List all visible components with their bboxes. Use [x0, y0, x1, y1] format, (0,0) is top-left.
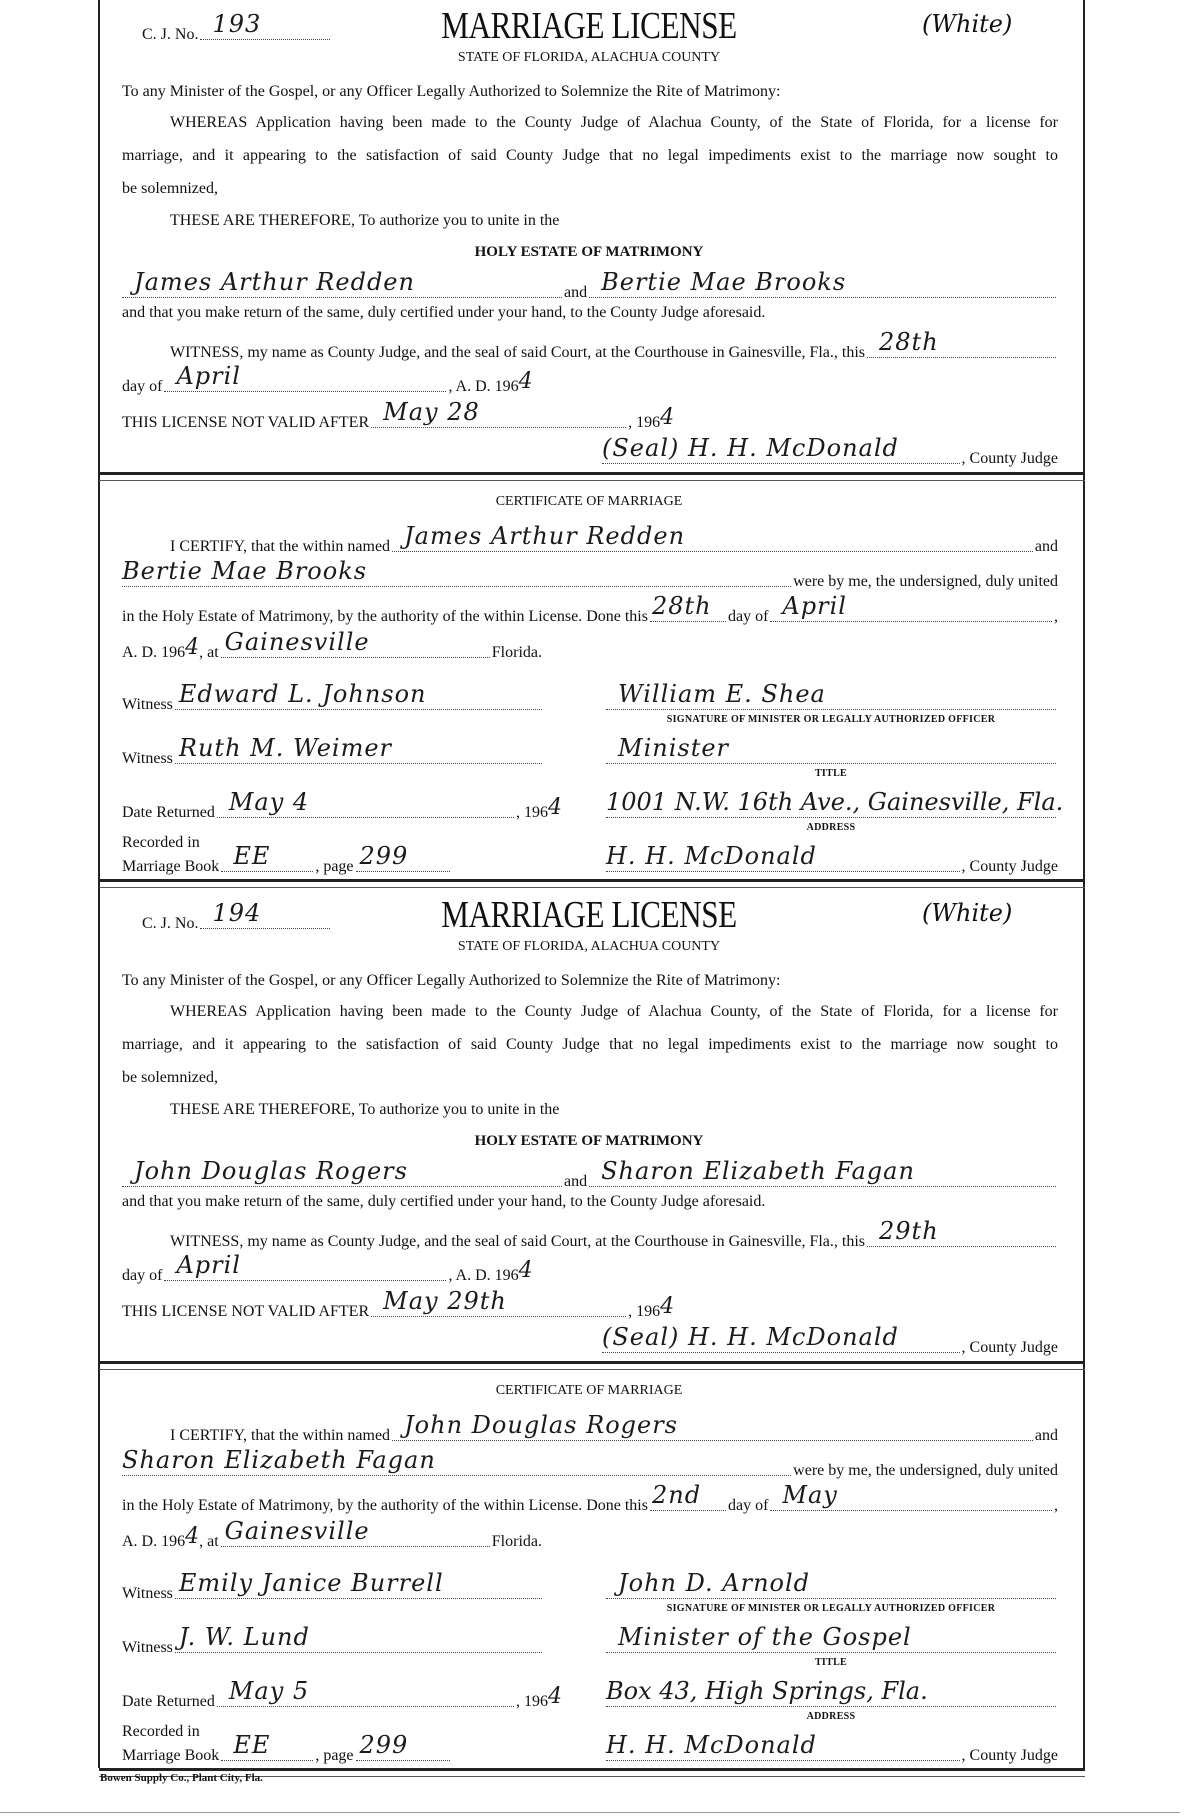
- license-month-field: [164, 362, 446, 392]
- done-month: May: [782, 1481, 838, 1509]
- done-year-digit: 4: [185, 635, 200, 660]
- witness-2-field: [175, 1623, 542, 1653]
- recorder-row: [604, 1731, 1058, 1765]
- section-divider: [99, 879, 1085, 888]
- day-of-label: day of: [122, 378, 163, 395]
- date-returned-label: Date Returned: [122, 804, 215, 821]
- return-line: and that you make return of the same, duly certified under your hand, to the County Judge aforesaid.: [122, 1193, 766, 1210]
- race-note: (White): [922, 899, 1013, 927]
- expiry-field: [371, 1287, 626, 1317]
- page-field: [356, 842, 450, 872]
- section-divider: [99, 1361, 1085, 1370]
- witness-1-field: [175, 680, 542, 710]
- witness-judge-text: WITNESS, my name as County Judge, and the seal of said Court, at the Courthouse in Gainesville, Fla., this: [170, 1233, 866, 1250]
- county-judge-label: , County Judge: [961, 1339, 1058, 1356]
- license-year-digit: 4: [518, 369, 533, 394]
- page-label: , page: [315, 858, 354, 875]
- county-judge-label: , County Judge: [961, 1747, 1058, 1764]
- witness-judge-row: [170, 1217, 1058, 1251]
- and-label: and: [564, 1173, 588, 1190]
- page-number: 299: [359, 842, 409, 870]
- section-divider: [99, 472, 1085, 481]
- book: EE: [233, 842, 271, 870]
- united-label: were by me, the undersigned, duly united: [793, 1462, 1058, 1479]
- and-label: and: [1034, 538, 1058, 555]
- county-judge-label: , County Judge: [961, 858, 1058, 875]
- day-of-row: [122, 362, 722, 396]
- date-returned-field: [217, 788, 514, 818]
- place-row: [122, 628, 542, 662]
- ad-prefix: A. D. 196: [122, 1533, 186, 1550]
- race-note: (White): [922, 10, 1013, 38]
- cert-groom-field: [392, 522, 1033, 552]
- recorded-in-label: Recorded in: [122, 1723, 200, 1740]
- ad-label: , A. D. 196: [448, 378, 519, 395]
- address-caption: ADDRESS: [806, 1711, 856, 1722]
- cert-groom-name: John Douglas Rogers: [404, 1411, 678, 1439]
- place: Gainesville: [224, 628, 370, 656]
- day-of-label: day of: [727, 1497, 769, 1514]
- cj-number-label: C. J. No.: [142, 26, 199, 43]
- marriage-license-1: [0, 0, 1200, 889]
- judge-signature-field: [602, 434, 960, 464]
- expiry-year-digit: 4: [660, 405, 675, 430]
- ad-prefix: A. D. 196: [122, 644, 186, 661]
- witness-2-field: [175, 734, 542, 764]
- certify-label: I CERTIFY, that the within named: [170, 1427, 391, 1444]
- expiry-year-digit: 4: [660, 1294, 675, 1319]
- day-of-label: day of: [122, 1267, 163, 1284]
- bride-name: Bertie Mae Brooks: [601, 268, 847, 296]
- florida-label: Florida.: [491, 1533, 542, 1550]
- officer-address-row: [604, 788, 1064, 822]
- cj-number-field: [200, 10, 330, 40]
- license-day-field: [867, 328, 1056, 358]
- officer-title-field: [606, 734, 1056, 764]
- recorder-signature-field: [606, 1731, 960, 1761]
- date-returned: May 4: [228, 788, 310, 816]
- witness-2-row: [122, 1623, 544, 1657]
- and-label: and: [1034, 1427, 1058, 1444]
- certify-row: [170, 522, 1058, 556]
- license-title: MARRIAGE LICENSE: [441, 894, 737, 936]
- done-row: [122, 592, 1058, 626]
- authority-label: in the Holy Estate of Matrimony, by the authority of the within License. Done this: [122, 608, 648, 625]
- whereas-line-3: be solemnized,: [122, 180, 218, 197]
- not-valid-label: THIS LICENSE NOT VALID AFTER: [122, 1303, 370, 1320]
- witness-label: Witness: [122, 750, 173, 767]
- witness-label: Witness: [122, 696, 173, 713]
- judge-signature: (Seal) H. H. McDonald: [602, 1323, 899, 1351]
- done-day-field: [650, 1481, 726, 1511]
- expiry-field: [371, 398, 626, 428]
- expiry-year-label: , 196: [628, 1303, 661, 1320]
- cj-number-row: [142, 899, 332, 933]
- officer-title-field: [606, 1623, 1056, 1653]
- cj-number-label: C. J. No.: [142, 915, 199, 932]
- bride-field: [589, 1157, 1056, 1187]
- names-row: [122, 1157, 1058, 1191]
- witness-1: Edward L. Johnson: [178, 680, 427, 708]
- book-field: [221, 1731, 313, 1761]
- done-year-digit: 4: [185, 1524, 200, 1549]
- cert-groom-name: James Arthur Redden: [404, 522, 686, 550]
- whereas-line-2: marriage, and it appearing to the satisfaction of said County Judge that no legal impediments exist to the marriage now sought to: [122, 147, 1058, 164]
- license-day-field: [867, 1217, 1056, 1247]
- day-of-label: day of: [727, 608, 769, 625]
- officer-title: Minister: [618, 734, 730, 762]
- groom-name: James Arthur Redden: [134, 268, 415, 296]
- ad-label: , A. D. 196: [448, 1267, 519, 1284]
- county-judge-row: [600, 1323, 1058, 1357]
- whereas-line-1: WHEREAS Application having been made to the County Judge of Alachua County, of the State of Florida, for a license for: [170, 114, 1058, 131]
- cert-groom-field: [392, 1411, 1033, 1441]
- officer-signature-row: [604, 680, 1058, 714]
- comma: ,: [1054, 608, 1058, 625]
- united-label: were by me, the undersigned, duly united: [793, 573, 1058, 590]
- county-judge-row: [600, 434, 1058, 468]
- date-returned-row: [122, 788, 562, 822]
- witness-label: Witness: [122, 1585, 173, 1602]
- place-field: [221, 628, 490, 658]
- witness-2: Ruth M. Weimer: [178, 734, 393, 762]
- done-month: April: [782, 592, 847, 620]
- place: Gainesville: [224, 1517, 370, 1545]
- officer-address: Box 43, High Springs, Fla.: [606, 1677, 928, 1705]
- united-row: [122, 1446, 1058, 1480]
- done-month-field: [770, 1481, 1052, 1511]
- certify-row: [170, 1411, 1058, 1445]
- cj-number-field: [200, 899, 330, 929]
- printer-imprint: Bowen Supply Co., Plant City, Fla.: [100, 1772, 263, 1784]
- officer-title-row: [604, 1623, 1058, 1657]
- holy-estate-heading: HOLY ESTATE OF MATRIMONY: [474, 1133, 704, 1149]
- recorder-signature-field: [606, 842, 960, 872]
- certify-label: I CERTIFY, that the within named: [170, 538, 391, 555]
- cert-bride-field: [122, 1446, 791, 1476]
- license-month: April: [176, 1251, 241, 1279]
- date-returned: May 5: [228, 1677, 310, 1705]
- witness-judge-text: WITNESS, my name as County Judge, and the seal of said Court, at the Courthouse in Gainesville, Fla., this: [170, 344, 866, 361]
- witness-1-row: [122, 1569, 544, 1603]
- date-returned-row: [122, 1677, 562, 1711]
- whereas-line-1: WHEREAS Application having been made to the County Judge of Alachua County, of the State of Florida, for a license for: [170, 1003, 1058, 1020]
- done-row: [122, 1481, 1058, 1515]
- license-year-digit: 4: [518, 1258, 533, 1283]
- not-valid-label: THIS LICENSE NOT VALID AFTER: [122, 414, 370, 431]
- date-returned-field: [217, 1677, 514, 1707]
- marriage-book-label: Marriage Book: [122, 858, 220, 875]
- done-day: 2nd: [651, 1481, 702, 1509]
- expiry-year-label: , 196: [628, 414, 661, 431]
- done-day: 28th: [651, 592, 712, 620]
- officer-address-field: [606, 788, 1064, 818]
- license-month: April: [176, 362, 241, 390]
- certificate-title: CERTIFICATE OF MARRIAGE: [495, 494, 683, 509]
- page-label: , page: [315, 1747, 354, 1764]
- bride-name: Sharon Elizabeth Fagan: [601, 1157, 915, 1185]
- signature-caption: SIGNATURE OF MINISTER OR LEGALLY AUTHORIZED OFFICER: [666, 1603, 996, 1614]
- florida-label: Florida.: [491, 644, 542, 661]
- witness-2-row: [122, 734, 544, 768]
- title-caption: TITLE: [814, 768, 848, 779]
- returned-year-digit: 4: [548, 1684, 562, 1709]
- judge-signature: (Seal) H. H. McDonald: [602, 434, 899, 462]
- whereas-line-3: be solemnized,: [122, 1069, 218, 1086]
- book: EE: [233, 1731, 271, 1759]
- judge-signature-field: [602, 1323, 960, 1353]
- recorder-signature: H. H. McDonald: [606, 1731, 817, 1759]
- expiry-date: May 29th: [383, 1287, 507, 1315]
- address-caption: ADDRESS: [806, 822, 856, 833]
- recorder-signature: H. H. McDonald: [606, 842, 817, 870]
- returned-year-label: , 196: [516, 1693, 548, 1710]
- signature-caption: SIGNATURE OF MINISTER OR LEGALLY AUTHORIZED OFFICER: [666, 714, 996, 725]
- cj-number-value: 194: [212, 899, 262, 927]
- cj-number-row: [142, 10, 332, 44]
- witness-1-field: [175, 1569, 542, 1599]
- recorded-in-label: Recorded in: [122, 834, 200, 851]
- county-judge-label: , County Judge: [961, 450, 1058, 467]
- united-row: [122, 557, 1058, 591]
- names-row: [122, 268, 1058, 302]
- license-subtitle: STATE OF FLORIDA, ALACHUA COUNTY: [457, 50, 721, 65]
- officer-signature: William E. Shea: [618, 680, 826, 708]
- authority-label: in the Holy Estate of Matrimony, by the authority of the within License. Done this: [122, 1497, 648, 1514]
- witness-label: Witness: [122, 1639, 173, 1656]
- witness-2: J. W. Lund: [178, 1623, 310, 1651]
- cert-bride-name: Sharon Elizabeth Fagan: [122, 1446, 436, 1474]
- license-title: MARRIAGE LICENSE: [441, 5, 737, 47]
- officer-signature-row: [604, 1569, 1058, 1603]
- license-month-field: [164, 1251, 446, 1281]
- license-subtitle: STATE OF FLORIDA, ALACHUA COUNTY: [457, 939, 721, 954]
- title-caption: TITLE: [814, 1657, 848, 1668]
- book-field: [221, 842, 313, 872]
- comma: ,: [1054, 1497, 1058, 1514]
- cj-number-value: 193: [212, 10, 262, 38]
- officer-signature: John D. Arnold: [618, 1569, 811, 1597]
- done-day-field: [650, 592, 726, 622]
- page-field: [356, 1731, 450, 1761]
- officer-address-field: [606, 1677, 1056, 1707]
- groom-name: John Douglas Rogers: [134, 1157, 408, 1185]
- marriage-license-2: [0, 889, 1200, 1778]
- therefore-line: THESE ARE THEREFORE, To authorize you to unite in the: [170, 1101, 560, 1118]
- officer-signature-field: [606, 680, 1056, 710]
- return-line: and that you make return of the same, duly certified under your hand, to the County Judge aforesaid.: [122, 304, 766, 321]
- expiry-date: May 28: [383, 398, 480, 426]
- marriage-book-label: Marriage Book: [122, 1747, 220, 1764]
- groom-field: [122, 1157, 562, 1187]
- whereas-line-2: marriage, and it appearing to the satisfaction of said County Judge that no legal impediments exist to the marriage now sought to: [122, 1036, 1058, 1053]
- address-line: To any Minister of the Gospel, or any Officer Legally Authorized to Solemnize the Rite of Matrimony:: [122, 83, 781, 100]
- officer-signature-field: [606, 1569, 1056, 1599]
- returned-year-label: , 196: [516, 804, 548, 821]
- officer-address: 1001 N.W. 16th Ave., Gainesville, Fla.: [606, 788, 1064, 816]
- at-label: , at: [199, 1533, 219, 1550]
- groom-field: [122, 268, 562, 298]
- officer-address-row: [604, 1677, 1058, 1711]
- page-bottom-edge: [0, 1812, 1180, 1813]
- and-label: and: [564, 284, 588, 301]
- done-month-field: [770, 592, 1052, 622]
- witness-judge-row: [170, 328, 1058, 362]
- officer-title-row: [604, 734, 1058, 768]
- license-day: 28th: [879, 328, 939, 356]
- therefore-line: THESE ARE THEREFORE, To authorize you to unite in the: [170, 212, 560, 229]
- cert-bride-field: [122, 557, 791, 587]
- recorder-row: [604, 842, 1058, 876]
- at-label: , at: [199, 644, 219, 661]
- not-valid-row: [122, 398, 822, 432]
- page-number: 299: [359, 1731, 409, 1759]
- license-day: 29th: [879, 1217, 939, 1245]
- certificate-title: CERTIFICATE OF MARRIAGE: [495, 1383, 683, 1398]
- day-of-row: [122, 1251, 722, 1285]
- cert-bride-name: Bertie Mae Brooks: [122, 557, 368, 585]
- officer-title: Minister of the Gospel: [618, 1623, 912, 1651]
- date-returned-label: Date Returned: [122, 1693, 215, 1710]
- witness-1-row: [122, 680, 544, 714]
- place-row: [122, 1517, 542, 1551]
- holy-estate-heading: HOLY ESTATE OF MATRIMONY: [474, 244, 704, 260]
- bride-field: [589, 268, 1056, 298]
- witness-1: Emily Janice Burrell: [178, 1569, 444, 1597]
- place-field: [221, 1517, 490, 1547]
- returned-year-digit: 4: [548, 795, 562, 820]
- not-valid-row: [122, 1287, 822, 1321]
- address-line: To any Minister of the Gospel, or any Officer Legally Authorized to Solemnize the Rite of Matrimony:: [122, 972, 781, 989]
